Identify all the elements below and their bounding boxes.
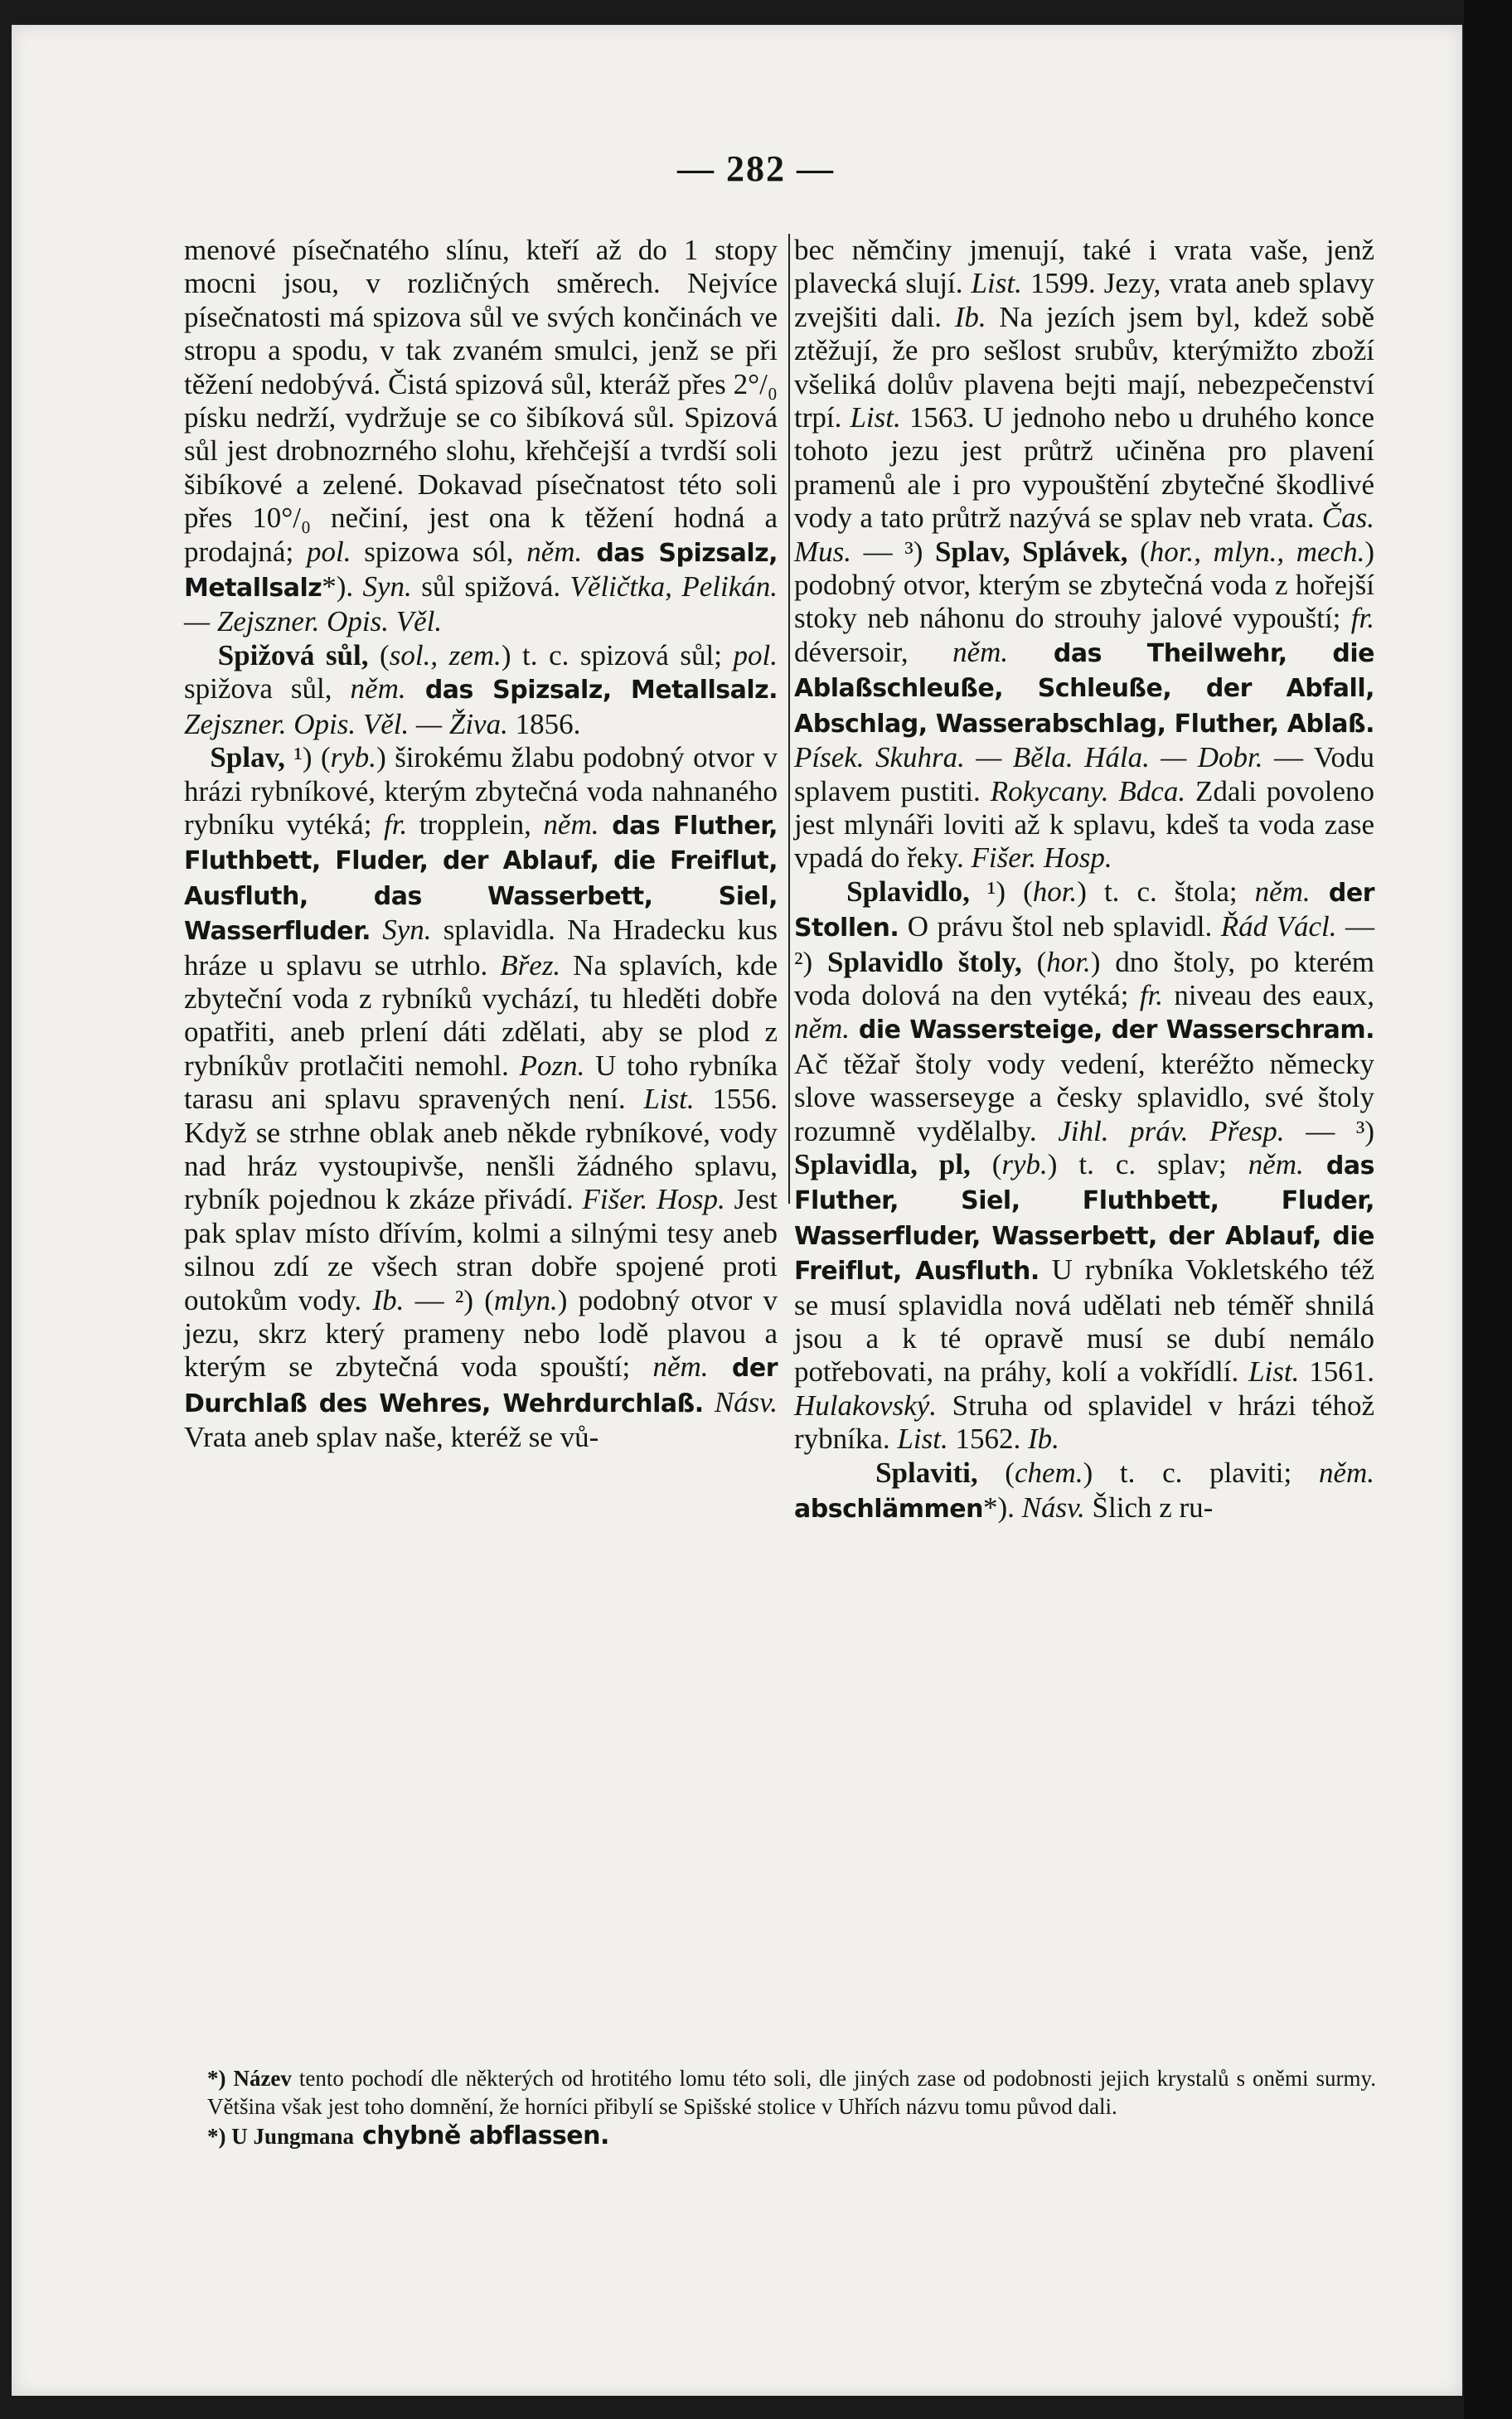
left-column [184,234,778,1455]
page-number: — 282 — [677,148,835,189]
entry-splav: Splav, ¹) (ryb.) širokému žlabu podobný otvor v hrázi rybníkové, kterým zbytečná voda nahnaného rybníku vytéká; fr. tropplein, něm. das Fluther, Fluthbett, Fluder, der Ablauf, die Freiflut, Ausfluth, das Wasserbett, Siel, Wasserfluder. Syn. splavidla. Na Hradecku kus hráze u splavu se utrhlo. Břez. Na splavích, kde zbyteční voda z rybníků vychází, tu hleděti dobře opatřiti, aneb prlení dáti zdělati, aby se plod z rybníkův protlačiti nemohl. Pozn. U toho rybníka tarasu ani splavu spravených není. List. 1556. Když se strhne oblak aneb někde rybníkové, vody nad hráz vystoupivše, nenšli žádného splavu, rybník pojednou k zkáze přivádí. Fišer. Hosp. Jest pak splav místo dřívím, kolmi a silnými tesy aneb silnou zdí ze všech stran dobře spojené proti outokům vody. Ib. — ²) (mlyn.) podobný otvor v jezu, skrz který prameny nebo lodě plavou a kterým se zbytečná voda spouští; něm. der Durchlaß des Wehres, Wehrdurchlaß. Násv. Vrata aneb splav naše, kteréž se vů- [184,741,778,1454]
headword: Splav, Splávek, [935,535,1128,568]
entry-spizova-sul: Spižová sůl, (sol., zem.) t. c. spizová sůl; pol. spižova sůl, něm. das Spizsalz, Metallsalz. Zejszner. Opis. Věl. — Živa. 1856. [184,638,778,740]
book-edge [1464,0,1512,2419]
headword: Splavidlo štoly, [827,945,1022,978]
entry-splavidlo: Splavidlo, ¹) (hor.) t. c. štola; něm. der Stollen. O právu štol neb splavidl. Řád Václ. — ²) Splavidlo štoly, (hor.) dno štoly, po kterém voda dolová na den vytéká; fr. niveau des eaux, něm. die Wassersteige, der Wasserschram. Ač těžař štoly vody vedení, kteréžto německy slove wasserseyge a česky splavidlo, své štoly rozumně vydělalby. Jihl. práv. Přesp. — ³) Splavidla, pl, (ryb.) t. c. splav; něm. das Fluther, Siel, Fluthbett, Fluder, Wasserfluder, Wasserbett, der Ablauf, die Freiflut, Ausfluth. U rybníka Vokletského též se musí splavidla nová udělati neb téměř shnilá jsou a k té opravě musí se dubí nemálo potřebovati, na práhy, kolí a vokřídlí. List. 1561. Hulakovský. Struha od splavidel v hrázi téhož rybníka. List. 1562. Ib. [794,875,1375,1456]
headword: Splavidlo, [846,875,970,908]
entry-splav-cont: bec němčiny jmenují, také i vrata vaše, jenž plavecká slují. List. 1599. Jezy, vrata aneb splavy zvejšiti dali. Ib. Na jezích jsem byl, kdež sobě ztěžují, že pro sešlost srubův, kterýmižto zboží všeliká dolův plavena bejti mají, nebezpečenství trpí. List. 1563. U jednoho nebo u druhého konce tohoto jezu jest průtrž učiněna pro plavení pramenů ale i pro vypouštění zbytečné škodlivé vody a tato průtrž nazývá se splav neb vrata. Čas. Mus. — ³) Splav, Splávek, (hor., mlyn., mech.) podobný otvor, kterým se zbytečná voda z hořejší stoky neb náhonu do strouhy jalové vypouští; fr. déversoir, něm. das Theilwehr, die Ablaßschleuße, Schleuße, der Abfall, Abschlag, Wasserabschlag, Fluther, Ablaß. Písek. Skuhra. — Běla. Hála. — Dobr. — Vodu splavem pustiti. Rokycany. Bdca. Zdali povoleno jest mlynáři loviti až k splavu, kdeš ta voda zase vpadá do řeky. Fišer. Hosp. [794,234,1375,875]
headword: Spižová sůl, [217,638,369,671]
column-divider [788,234,790,1204]
footnote-1: *) Název tento pochodí dle některých od hrotitého lomu této soli, dle jiných zase od podobnosti jejich krystalů s oněmi surmy. Většina však jest toho domnění, že horníci přibylí se Spišské stolice v Uhřích názvu tomu původ dali. [207,2066,1376,2119]
footnote-2: *) U Jungmana chybně abflassen. [207,2121,609,2150]
entry-splaviti: Splaviti, (chem.) t. c. plaviti; něm. abschlämmen*). Násv. Šlich z ru- [794,1456,1374,1525]
headword: Splaviti, [875,1456,978,1489]
right-column [794,234,1374,1526]
headword: Splav, [210,741,285,774]
entry-spizova-sul-cont: menové písečnatého slínu, kteří až do 1 stopy mocni jsou, v rozličných směrech. Nejvíce písečnatosti má spizova sůl ve svých končinách ve stropu a spodu, v tak zvaném smulci, jenž se při těžení nedobývá. Čistá spizová sůl, kteráž přes 2°/₀ písku nedrží, vydržuje se co šibíková sůl. Spizová sůl jest drobnozrného slohu, křehčejší a tvrdší soli šibíkové a zelené. Dokavad písečnatost této soli přes 10°/₀ nečiní, jest ona k těžení hodná a prodajná; pol. spizowa sól, něm. das Spizsalz, Metallsalz*). Syn. sůl spižová. Věličtka, Pelikán. — Zejszner. Opis. Věl. [184,234,778,638]
footnotes [207,2064,1376,2152]
headword: Splavidla, pl, [794,1147,971,1180]
